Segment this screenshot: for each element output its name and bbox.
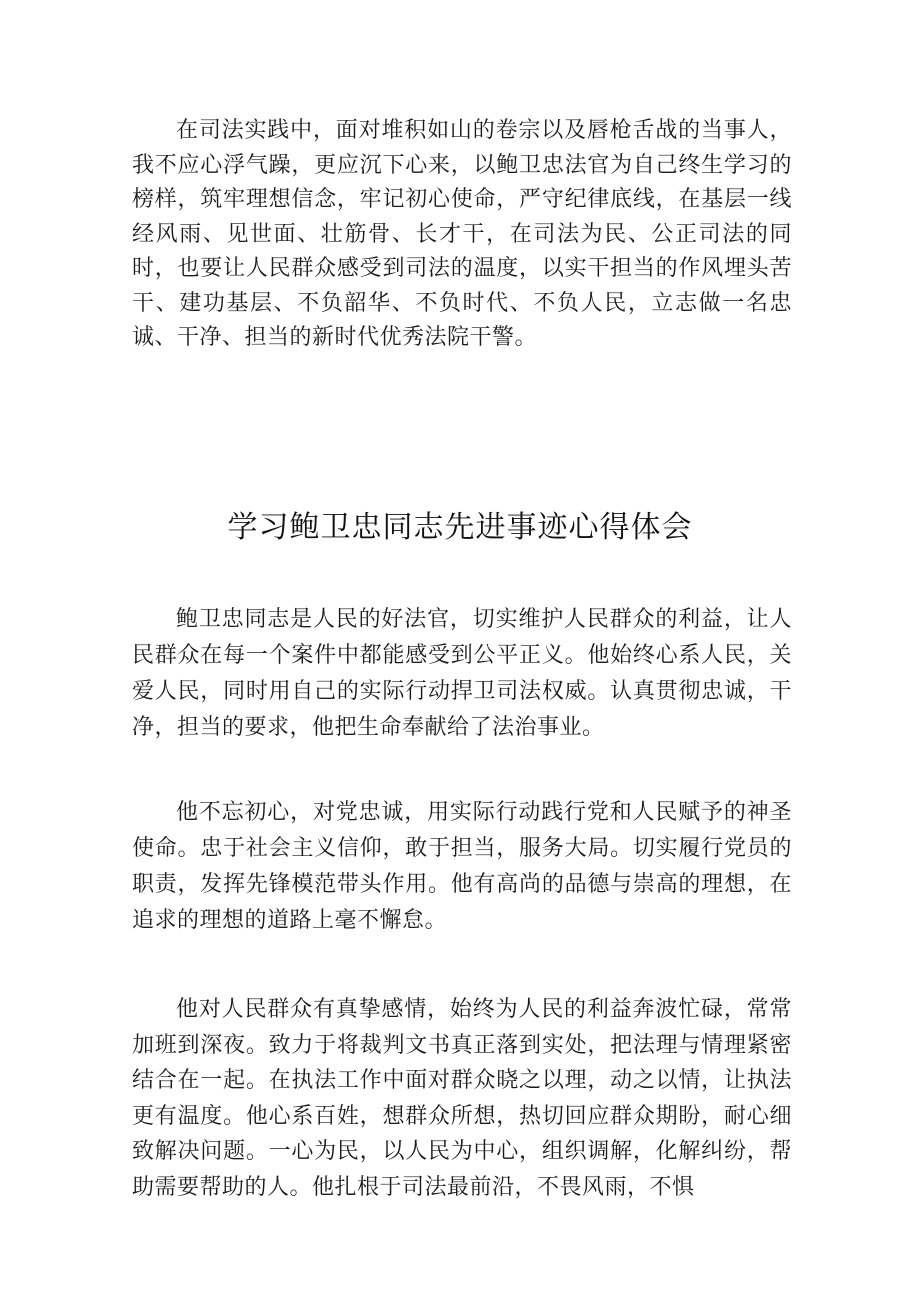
- body-paragraph-2: 他不忘初心，对党忠诚，用实际行动践行党和人民赋予的神圣使命。忠于社会主义信仰，敢于担当，服务大局。切实履行党员的职责，发挥先锋模范带头作用。他有高尚的品德与崇高的理想，在追求的理想的道路上毫不懈怠。: [132, 800, 792, 933]
- intro-paragraph: 在司法实践中，面对堆积如山的卷宗以及唇枪舌战的当事人，我不应心浮气躁，更应沉下心来，以鲍卫忠法官为自己终生学习的榜样，筑牢理想信念，牢记初心使命，严守纪律底线，在基层一线经风雨、见世面、壮筋骨、长才干，在司法为民、公正司法的同时，也要让人民群众感受到司法的温度，以实干担当的作风埋头苦干、建功基层、不负韶华、不负时代、不负人民，立志做一名忠诚、干净、担当的新时代优秀法院干警。: [132, 118, 792, 350]
- document-title: 学习鲍卫忠同志先进事迹心得体会: [227, 510, 693, 545]
- body-paragraph-3: 他对人民群众有真挚感情，始终为人民的利益奔波忙碌，常常加班到深夜。致力于将裁判文书真正落到实处，把法理与情理紧密结合在一起。在执法工作中面对群众晓之以理，动之以情，让执法更有温度。他心系百姓，想群众所想，热切回应群众期盼，耐心细致解决问题。一心为民，以人民为中心，组织调解，化解纠纷，帮助需要帮助的人。他扎根于司法最前沿，不畏风雨，不惧: [132, 997, 792, 1200]
- body-paragraph-1: 鲍卫忠同志是人民的好法官，切实维护人民群众的利益，让人民群众在每一个案件中都能感受到公平正义。他始终心系人民，关爱人民，同时用自己的实际行动捍卫司法权威。认真贯彻忠诚，干净，担当的要求，他把生命奉献给了法治事业。: [132, 607, 792, 740]
